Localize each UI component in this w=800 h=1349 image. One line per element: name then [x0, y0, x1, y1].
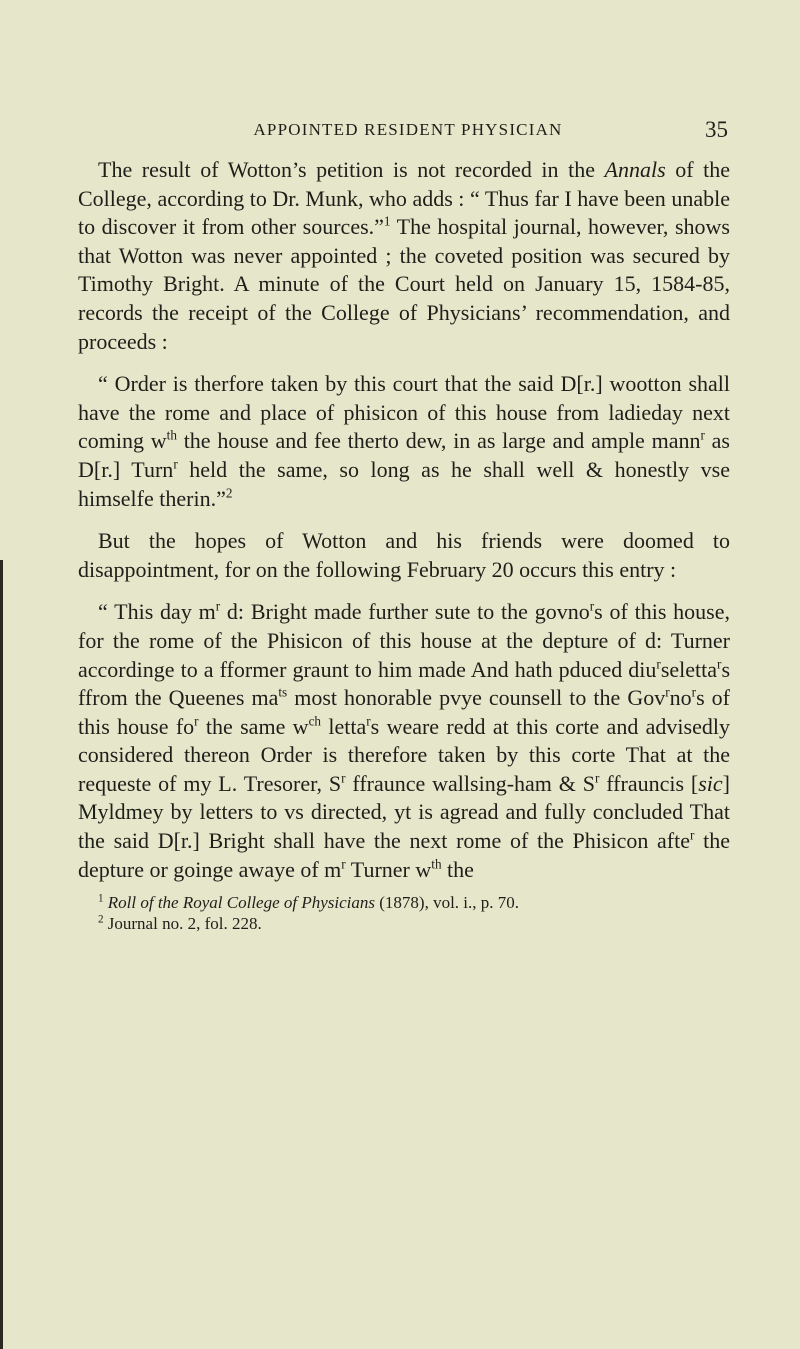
annals-title: Annals [604, 157, 666, 182]
running-title: APPOINTED RESIDENT PHYSICIAN [253, 120, 563, 139]
paragraph-2: But the hopes of Wotton and his friends were doomed to disappointment, for on the following February 20 occurs this entry : [78, 528, 730, 582]
page-body [78, 156, 730, 934]
running-header [88, 117, 728, 148]
quotation-1: “ Order is therfore taken by this court that the said D[r.] wootton shall have the rome and place of phisicon of this house from ladieday next coming $w^{th}$ the house and fee therto dew, in as large and ample mann$^r$ as D[r.] Turn$^r$ held the same, so long as he shall well & honestly vse himselfe therin.”$^2$ [78, 371, 731, 511]
footnote-ref-2: 2 [225, 485, 233, 501]
sic-note: sic [698, 770, 723, 796]
quotation-2: “ This day $m^r$ d: Bright made further sute to the govno$^r$s of this house, for the rome of the Phisicon of this house at the depture of d: Turner accordinge to a fformer graunt to him made And hath pduced diu$^r$seletta$^r$s ffrom the Queenes $ma^{ts}$ most honorable pvye counsell to the $Gov^rno^rs$ of this house $fo^r$ the same $w^{ch}$ letta$^r$s weare redd at this corte and advisedly considered thereon Order is therefore taken by this corte That at the requeste of my L. Tresorer, $S^r$ ffraunce wallsing-ham & $S^r$ ffrauncis [sic] Myldmey by letters to vs directed, yt is agread and fully concluded That the said D[r.] Bright shall have the next rome of the Phisicon afte$^r$ the depture or goinge awaye of $m^r$ Turner $w^{th}$ the [78, 598, 731, 882]
footnote-source-title: Roll of the Royal College of Physicians [107, 893, 376, 913]
footnote-number: 2 [98, 913, 104, 926]
footnote-ref-1: 1 [383, 213, 391, 229]
paragraph-1: The result of Wotton’s petition is not recorded in the Annals of the College, according to Dr. Munk, who adds : “ Thus far I have been unable to discover it from other sources.”$^1$ The hospital journal, however, shows that Wotton was never appointed ; the coveted position was secured by Timothy Bright. A minute of the Court held on January 15, 1584-85, records the receipt of the College of Physicians’ recommendation, and proceeds : [78, 157, 730, 354]
footnote-2: $^2$ Journal no. 2, fol. 228. [98, 913, 262, 934]
page-number: 35 [705, 117, 728, 142]
footnote-1: $^1$ Roll of the Royal College of Physicians (1878), vol. i., p. 70. [98, 892, 520, 913]
page-edge-shadow [0, 560, 3, 1349]
footnotes [78, 892, 730, 934]
footnote-number: 1 [98, 892, 104, 905]
